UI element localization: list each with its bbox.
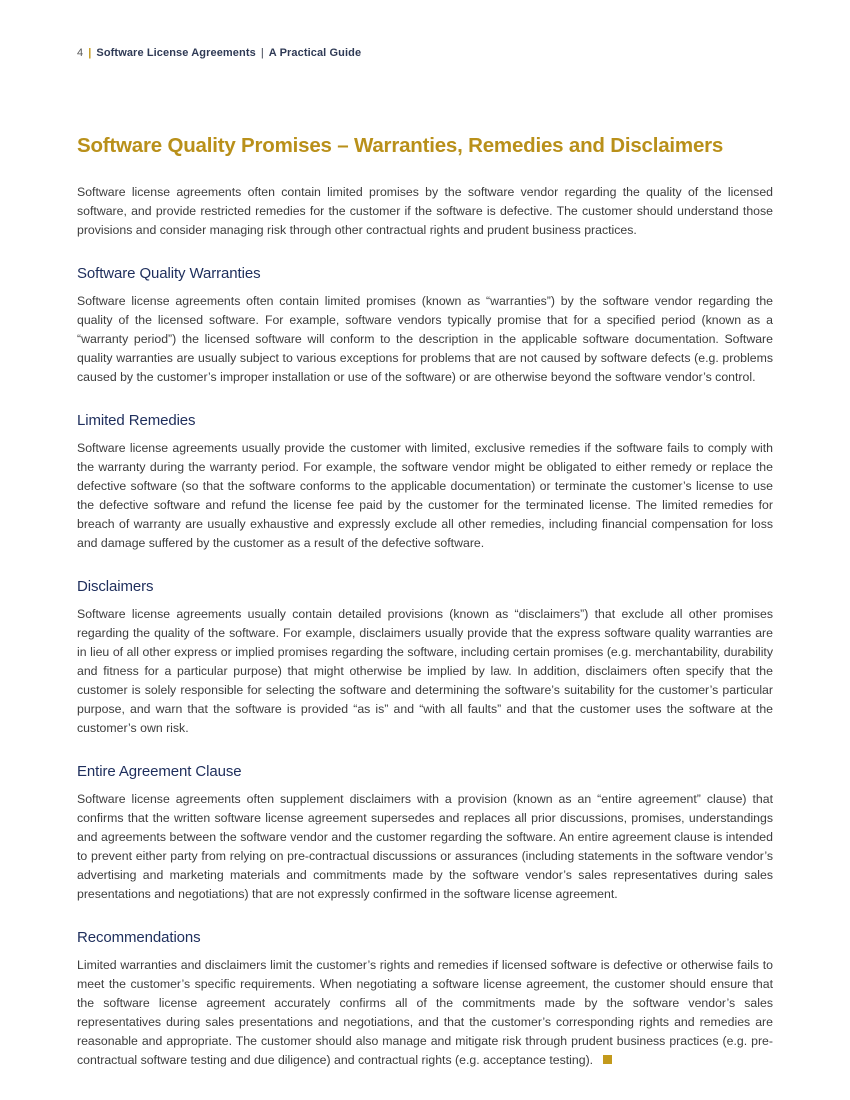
section-body: Software license agreements usually provide the customer with limited, exclusive remedies if the software fails to comply with the warranty during the warranty period. For example, the software vendor might be obligated to either remedy or replace the defective software (so that the software conforms to the applicable documentation) or terminate the customer’s license to use the defective software and refund the license fee paid by the customer for the terminated license. The limited remedies for breach of warranty are usually exhaustive and expressly exclude all other remedies, including financial compensation for loss and damage suffered by the customer as a result of the defective software. (77, 441, 773, 550)
running-header (77, 47, 361, 59)
section-software-quality-warranties (77, 264, 773, 387)
section-heading: Disclaimers (77, 578, 154, 595)
page-number: 4 (77, 47, 84, 59)
header-separator: | (260, 47, 264, 59)
header-separator-accent: | (88, 47, 92, 59)
section-heading: Software Quality Warranties (77, 265, 261, 282)
recommendations-text: Limited warranties and disclaimers limit the customer’s rights and remedies if licensed software is defective or otherwise fails to meet the customer’s specific requirements. When negotiating a software license agreement, the customer should ensure that the software license agreement accurately confirms all of the commitments made by the software vendor’s sales representatives during sales presentations and negotiations, and that the customer’s corresponding rights and remedies are reasonable and appropriate. The customer should also manage and mitigate risk through prudent business practices (e.g. pre-contractual software testing and due diligence) and contractual rights (e.g. acceptance testing). (77, 958, 773, 1067)
section-body: Software license agreements usually contain detailed provisions (known as “disclaimers”) that exclude all other promises regarding the quality of the software. For example, disclaimers usually provide that the express software quality warranties are in lieu of all other express or implied promises regarding the software, including certain promises (e.g. merchantability, durability and fitness for a particular purpose) that might otherwise be implied by law. In addition, disclaimers often specify that the customer is solely responsible for selecting the software and determining the software’s suitability for the customer’s particular purpose, and warn that the software is provided “as is” and “with all faults” and that the customer uses the software at the customer’s own risk. (77, 607, 773, 735)
section-body-recommendations (77, 956, 773, 1070)
section-limited-remedies (77, 411, 773, 553)
section-heading: Entire Agreement Clause (77, 763, 242, 780)
main-content (77, 131, 773, 1094)
page-title: Software Quality Promises – Warranties, Remedies and Disclaimers (77, 134, 724, 157)
section-entire-agreement-clause (77, 762, 773, 904)
end-of-article-square-icon (603, 1055, 612, 1064)
document-subtitle: A Practical Guide (268, 47, 362, 59)
section-body: Software license agreements often supplement disclaimers with a provision (known as an “entire agreement” clause) that confirms that the written software license agreement supersedes and replaces all prior discussions, promises, understandings and agreements between the software vendor and the customer regarding the software. An entire agreement clause is intended to prevent either party from relying on pre-contractual discussions or assurances (including statements in the software vendor’s advertising and marketing materials and commitments made by the software vendor’s sales representatives during sales presentations and negotiations) that are not expressly confirmed in the software license agreement. (77, 792, 773, 901)
section-heading: Limited Remedies (77, 412, 196, 429)
document-title: Software License Agreements (96, 47, 256, 59)
section-heading: Recommendations (77, 929, 201, 946)
section-disclaimers (77, 577, 773, 738)
section-recommendations (77, 928, 773, 1070)
section-body: Software license agreements often contain limited promises (known as “warranties”) by the software vendor regarding the quality of the licensed software. For example, software vendors typically promise that for a specified period (known as a “warranty period”) the licensed software will conform to the description in the applicable software documentation. Software quality warranties are usually subject to various exceptions for problems that are not caused by software defects (e.g. problems caused by the customer’s improper installation or use of the software) or are otherwise beyond the software vendor’s control. (77, 294, 773, 384)
intro-paragraph: Software license agreements often contain limited promises by the software vendor regarding the quality of the licensed software, and provide restricted remedies for the customer if the software is defective. The customer should understand those provisions and consider managing risk through other contractual rights and prudent business practices. (77, 185, 773, 237)
